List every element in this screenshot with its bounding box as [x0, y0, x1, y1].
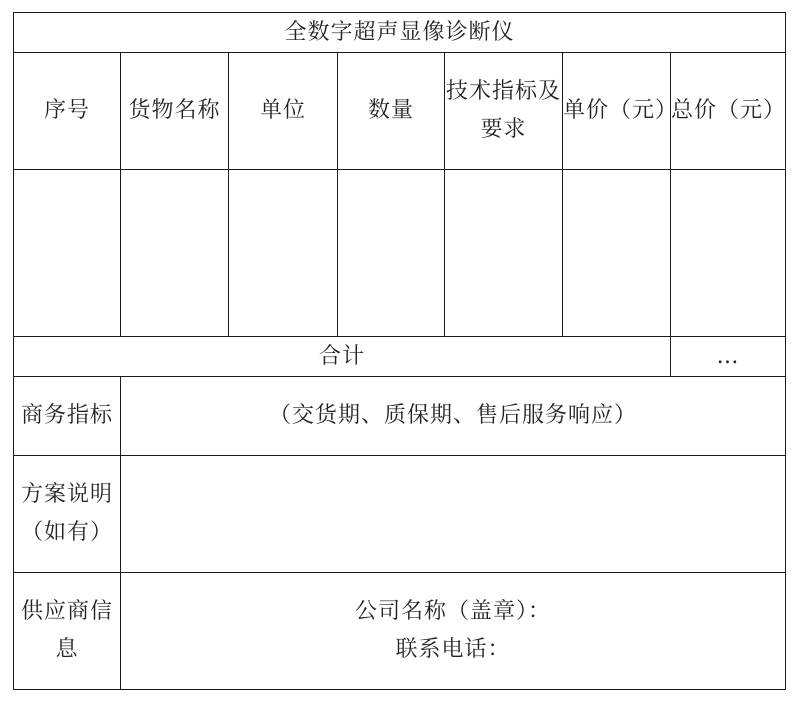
header-index-label: 序号	[43, 98, 90, 123]
quotation-table	[13, 12, 786, 690]
header-goods-name	[121, 53, 229, 170]
header-unit-price-label: 单价（元）	[563, 98, 679, 123]
total-row	[14, 337, 786, 377]
business-terms-label: 商务指标	[20, 403, 113, 428]
header-row	[14, 53, 786, 170]
header-tech-spec	[445, 53, 563, 170]
header-index	[14, 53, 121, 170]
plan-description-content[interactable]	[121, 456, 786, 573]
header-quantity	[338, 53, 445, 170]
header-unit-price	[563, 53, 679, 170]
business-terms-label-cell	[14, 377, 121, 456]
plan-description-label-cell	[14, 456, 121, 573]
header-total-price-label: 总价（元）	[671, 98, 787, 123]
cell-quantity[interactable]	[338, 170, 445, 337]
cell-tech-spec[interactable]	[445, 170, 563, 337]
business-terms-content[interactable]: （交货期、质保期、售后服务响应）	[121, 377, 786, 456]
company-name-line: 公司名称（盖章）：	[355, 599, 552, 624]
header-unit	[229, 53, 338, 170]
header-unit-label: 单位	[259, 98, 306, 123]
header-total-price	[671, 53, 786, 170]
total-label: 合计	[14, 337, 671, 377]
supplier-info-label-cell	[14, 573, 121, 690]
table-title: 全数字超声显像诊断仪	[14, 13, 786, 53]
supplier-info-label: 供应商信息	[20, 599, 113, 662]
plan-description-row	[14, 456, 786, 573]
supplier-info-content[interactable]	[121, 573, 786, 690]
header-tech-spec-label: 技术指标及要求	[445, 79, 561, 142]
cell-index[interactable]	[14, 170, 121, 337]
business-terms-row	[14, 377, 786, 456]
cell-goods-name[interactable]	[121, 170, 229, 337]
cell-unit[interactable]	[229, 170, 338, 337]
cell-total-price[interactable]	[671, 170, 786, 337]
contact-phone-line: 联系电话：	[395, 637, 511, 662]
supplier-info-row	[14, 573, 786, 690]
header-quantity-label: 数量	[367, 98, 414, 123]
plan-description-label: 方案说明（如有）	[20, 482, 113, 545]
cell-unit-price[interactable]	[563, 170, 671, 337]
item-row	[14, 170, 786, 337]
total-value[interactable]: …	[671, 337, 786, 377]
header-goods-name-label: 货物名称	[128, 98, 221, 123]
